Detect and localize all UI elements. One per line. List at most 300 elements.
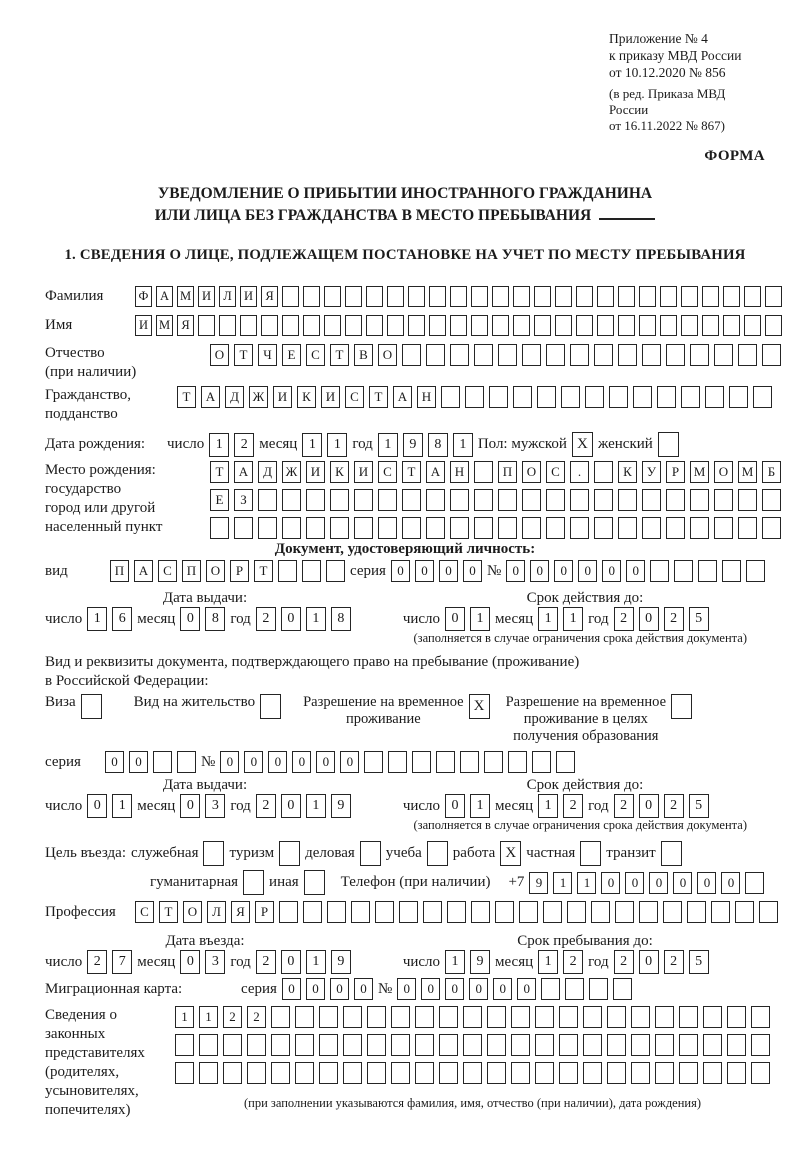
doc-issue-month-field-cell[interactable]: 0 [180,607,200,631]
patronymic-field-cell[interactable] [570,344,589,366]
phone-field-cell[interactable]: 0 [697,872,716,894]
given-name-field-cell[interactable] [492,315,509,336]
birth-place-field-cell[interactable]: Б [762,461,781,483]
legal-representatives-field-cell[interactable] [631,1034,650,1056]
birth-place-field-cell[interactable]: С [378,461,397,483]
permit-issue-day-field-cell[interactable]: 0 [87,794,107,818]
profession-field-cell[interactable] [759,901,778,923]
purpose-tourism-checkbox[interactable] [279,841,300,866]
birth-place-field-cell[interactable]: С [546,461,565,483]
phone-field-cell[interactable] [745,872,764,894]
birth-place-field-cell[interactable] [330,489,349,511]
doc-expiry-year-field-cell[interactable]: 2 [664,607,684,631]
birth-place-field-cell[interactable]: И [306,461,325,483]
profession-field-cell[interactable]: Р [255,901,274,923]
birth-place-field-cell[interactable] [426,489,445,511]
profession-field-cell[interactable] [279,901,298,923]
given-name-field-cell[interactable] [576,315,593,336]
birth-place-field-cell[interactable] [666,517,685,539]
citizenship-field-cell[interactable] [465,386,484,408]
surname-field-cell[interactable]: Л [219,286,236,307]
legal-representatives-field-cell[interactable] [559,1062,578,1084]
doc-issue-year-field-cell[interactable]: 8 [331,607,351,631]
doc-number-field-cell[interactable] [674,560,693,582]
surname-field-cell[interactable] [492,286,509,307]
given-name-field-cell[interactable] [345,315,362,336]
patronymic-field-cell[interactable] [690,344,709,366]
birth-place-field-cell[interactable] [378,489,397,511]
birth-place-field-cell[interactable] [450,517,469,539]
surname-field-cell[interactable] [324,286,341,307]
permit-number-field-cell[interactable]: 0 [268,751,287,773]
given-name-field-cell[interactable] [744,315,761,336]
legal-representatives-field-cell[interactable] [751,1034,770,1056]
birth-place-field-cell[interactable] [642,489,661,511]
phone-field-cell[interactable]: 9 [529,872,548,894]
profession-field-cell[interactable] [687,901,706,923]
doc-series-field-cell[interactable]: 0 [415,560,434,582]
legal-representatives-field-cell[interactable] [199,1062,218,1084]
patronymic-field-cell[interactable] [762,344,781,366]
birth-place-field-cell[interactable] [618,517,637,539]
legal-representatives-field-cell[interactable] [295,1034,314,1056]
citizenship-field-cell[interactable]: Т [369,386,388,408]
permit-series-field-cell[interactable] [177,751,196,773]
given-name-field-cell[interactable] [387,315,404,336]
entry-month-field-cell[interactable]: 0 [180,950,200,974]
legal-representatives-field-cell[interactable] [271,1062,290,1084]
legal-representatives-field-cell[interactable] [295,1006,314,1028]
citizenship-field-cell[interactable] [657,386,676,408]
birth-place-field-cell[interactable] [234,517,253,539]
doc-expiry-month-field-cell[interactable]: 1 [563,607,583,631]
surname-field-cell[interactable] [513,286,530,307]
surname-field-cell[interactable]: Я [261,286,278,307]
legal-representatives-field-cell[interactable] [463,1006,482,1028]
legal-representatives-field-cell[interactable] [223,1034,242,1056]
surname-field-cell[interactable] [303,286,320,307]
birth-place-field-cell[interactable] [402,489,421,511]
doc-issue-day-field-cell[interactable]: 1 [87,607,107,631]
profession-field-cell[interactable] [639,901,658,923]
birth-place-field-cell[interactable]: А [426,461,445,483]
profession-field-cell[interactable] [399,901,418,923]
permit-series-field-cell[interactable]: 0 [105,751,124,773]
patronymic-field-cell[interactable] [666,344,685,366]
legal-representatives-field-cell[interactable] [607,1062,626,1084]
purpose-work-checkbox[interactable]: X [500,841,521,866]
legal-representatives-field-cell[interactable] [655,1034,674,1056]
patronymic-field-cell[interactable]: В [354,344,373,366]
legal-representatives-field-cell[interactable] [655,1006,674,1028]
doc-type-field-cell[interactable]: С [158,560,177,582]
surname-field-cell[interactable]: И [240,286,257,307]
surname-field-cell[interactable] [534,286,551,307]
birth-place-field-cell[interactable] [498,489,517,511]
doc-series-field-cell[interactable]: 0 [391,560,410,582]
permit-issue-day-field-cell[interactable]: 1 [112,794,132,818]
birth-place-field-cell[interactable] [618,489,637,511]
birth-place-field-cell[interactable]: М [738,461,757,483]
patronymic-field-cell[interactable] [714,344,733,366]
phone-field-cell[interactable]: 1 [553,872,572,894]
surname-field-cell[interactable] [450,286,467,307]
purpose-transit-checkbox[interactable] [661,841,682,866]
birth-place-field-cell[interactable]: Е [210,489,229,511]
given-name-field-cell[interactable] [303,315,320,336]
legal-representatives-field-cell[interactable]: 2 [223,1006,242,1028]
legal-representatives-field-cell[interactable] [319,1062,338,1084]
doc-issue-year-field-cell[interactable]: 0 [281,607,301,631]
profession-field-cell[interactable] [735,901,754,923]
purpose-other-checkbox[interactable] [304,870,325,895]
legal-representatives-field-cell[interactable] [439,1062,458,1084]
legal-representatives-field-cell[interactable] [607,1034,626,1056]
permit-series-field-cell[interactable]: 0 [129,751,148,773]
profession-field-cell[interactable] [663,901,682,923]
legal-representatives-field-cell[interactable] [703,1034,722,1056]
legal-representatives-field-cell[interactable] [487,1006,506,1028]
patronymic-field-cell[interactable]: С [306,344,325,366]
profession-field-cell[interactable] [471,901,490,923]
birth-place-field-cell[interactable] [762,489,781,511]
legal-representatives-field-cell[interactable] [559,1006,578,1028]
profession-field-cell[interactable] [351,901,370,923]
doc-type-field-cell[interactable]: Т [254,560,273,582]
legal-representatives-field-cell[interactable] [703,1062,722,1084]
citizenship-field-cell[interactable] [681,386,700,408]
given-name-field-cell[interactable] [429,315,446,336]
permit-expiry-year-field-cell[interactable]: 2 [664,794,684,818]
legal-representatives-field-cell[interactable]: 1 [175,1006,194,1028]
doc-number-field-cell[interactable]: 0 [554,560,573,582]
legal-representatives-field-cell[interactable] [535,1062,554,1084]
given-name-field-cell[interactable] [639,315,656,336]
stay-year-field-cell[interactable]: 2 [664,950,684,974]
permit-number-field-cell[interactable]: 0 [220,751,239,773]
given-name-field-cell[interactable] [219,315,236,336]
doc-type-field-cell[interactable]: А [134,560,153,582]
doc-series-field-cell[interactable]: 0 [463,560,482,582]
patronymic-field-cell[interactable] [498,344,517,366]
phone-field-cell[interactable]: 0 [601,872,620,894]
legal-representatives-field-cell[interactable] [415,1006,434,1028]
surname-field-cell[interactable] [660,286,677,307]
birth-place-field-cell[interactable]: И [354,461,373,483]
profession-field-cell[interactable] [375,901,394,923]
stay-year-field-cell[interactable]: 0 [639,950,659,974]
surname-field-cell[interactable] [282,286,299,307]
temp-residence-checkbox[interactable]: X [469,694,490,719]
entry-year-field-cell[interactable]: 0 [281,950,301,974]
legal-representatives-field-cell[interactable] [415,1034,434,1056]
surname-field-cell[interactable] [366,286,383,307]
birth-month-field-cell[interactable]: 1 [327,433,347,457]
surname-field-cell[interactable] [702,286,719,307]
legal-representatives-field-cell[interactable] [511,1006,530,1028]
patronymic-field-cell[interactable] [546,344,565,366]
birth-place-field-cell[interactable] [594,489,613,511]
surname-field-cell[interactable] [681,286,698,307]
citizenship-field-cell[interactable] [561,386,580,408]
surname-field-cell[interactable] [639,286,656,307]
patronymic-field-cell[interactable] [642,344,661,366]
surname-field-cell[interactable] [345,286,362,307]
birth-place-field-cell[interactable] [282,517,301,539]
given-name-field-cell[interactable] [702,315,719,336]
permit-number-field-cell[interactable] [484,751,503,773]
doc-number-field-cell[interactable]: 0 [506,560,525,582]
stay-day-field-cell[interactable]: 9 [470,950,490,974]
purpose-private-checkbox[interactable] [580,841,601,866]
patronymic-field-cell[interactable]: О [378,344,397,366]
doc-number-field-cell[interactable]: 0 [626,560,645,582]
phone-field-cell[interactable]: 1 [577,872,596,894]
surname-field-cell[interactable]: И [198,286,215,307]
doc-number-field-cell[interactable] [722,560,741,582]
surname-field-cell[interactable] [408,286,425,307]
surname-field-cell[interactable] [618,286,635,307]
birth-place-field-cell[interactable] [714,489,733,511]
permit-number-field-cell[interactable] [556,751,575,773]
given-name-field-cell[interactable] [765,315,782,336]
legal-representatives-field-cell[interactable] [679,1006,698,1028]
birth-place-field-cell[interactable] [474,461,493,483]
citizenship-field-cell[interactable] [609,386,628,408]
patronymic-field-cell[interactable] [618,344,637,366]
purpose-humanitarian-checkbox[interactable] [243,870,264,895]
surname-field-cell[interactable] [597,286,614,307]
birth-place-field-cell[interactable] [762,517,781,539]
legal-representatives-field-cell[interactable] [247,1062,266,1084]
birth-place-field-cell[interactable]: М [690,461,709,483]
permit-number-field-cell[interactable] [388,751,407,773]
permit-expiry-year-field-cell[interactable]: 2 [614,794,634,818]
surname-field-cell[interactable] [744,286,761,307]
birth-place-field-cell[interactable] [498,517,517,539]
permit-expiry-month-field-cell[interactable]: 1 [538,794,558,818]
profession-field-cell[interactable]: Л [207,901,226,923]
permit-expiry-year-field-cell[interactable]: 0 [639,794,659,818]
profession-field-cell[interactable] [495,901,514,923]
given-name-field-cell[interactable] [618,315,635,336]
patronymic-field-cell[interactable] [450,344,469,366]
permit-expiry-day-field-cell[interactable]: 0 [445,794,465,818]
legal-representatives-field-cell[interactable] [391,1034,410,1056]
doc-expiry-day-field-cell[interactable]: 1 [470,607,490,631]
permit-number-field-cell[interactable]: 0 [340,751,359,773]
given-name-field-cell[interactable] [261,315,278,336]
citizenship-field-cell[interactable] [705,386,724,408]
birth-place-field-cell[interactable] [354,517,373,539]
doc-number-field-cell[interactable]: 0 [578,560,597,582]
legal-representatives-field-cell[interactable] [607,1006,626,1028]
entry-day-field-cell[interactable]: 2 [87,950,107,974]
legal-representatives-field-cell[interactable] [367,1006,386,1028]
permit-issue-year-field-cell[interactable]: 9 [331,794,351,818]
birth-place-field-cell[interactable]: Т [402,461,421,483]
entry-day-field-cell[interactable]: 7 [112,950,132,974]
patronymic-field-cell[interactable] [522,344,541,366]
citizenship-field-cell[interactable] [513,386,532,408]
permit-expiry-day-field-cell[interactable]: 1 [470,794,490,818]
profession-field-cell[interactable] [591,901,610,923]
stay-year-field-cell[interactable]: 2 [614,950,634,974]
doc-expiry-year-field-cell[interactable]: 0 [639,607,659,631]
surname-field-cell[interactable] [387,286,404,307]
patronymic-field-cell[interactable] [402,344,421,366]
birth-place-field-cell[interactable] [282,489,301,511]
birth-place-field-cell[interactable] [570,489,589,511]
birth-place-field-cell[interactable]: З [234,489,253,511]
birth-place-field-cell[interactable] [402,517,421,539]
profession-field-cell[interactable] [423,901,442,923]
citizenship-field-cell[interactable]: А [393,386,412,408]
citizenship-field-cell[interactable]: С [345,386,364,408]
visa-checkbox[interactable] [81,694,102,719]
birth-year-field-cell[interactable]: 8 [428,433,448,457]
doc-type-field-cell[interactable]: П [182,560,201,582]
legal-representatives-field-cell[interactable] [247,1034,266,1056]
migcard-number-field-cell[interactable]: 0 [397,978,416,1000]
citizenship-field-cell[interactable]: А [201,386,220,408]
given-name-field-cell[interactable] [597,315,614,336]
permit-number-field-cell[interactable] [532,751,551,773]
profession-field-cell[interactable]: С [135,901,154,923]
legal-representatives-field-cell[interactable] [295,1062,314,1084]
birth-place-field-cell[interactable]: . [570,461,589,483]
legal-representatives-field-cell[interactable]: 1 [199,1006,218,1028]
legal-representatives-field-cell[interactable] [535,1034,554,1056]
birth-place-field-cell[interactable] [210,517,229,539]
legal-representatives-field-cell[interactable] [439,1006,458,1028]
birth-place-field-cell[interactable]: О [522,461,541,483]
citizenship-field-cell[interactable] [489,386,508,408]
legal-representatives-field-cell[interactable] [727,1006,746,1028]
legal-representatives-field-cell[interactable] [751,1006,770,1028]
birth-place-field-cell[interactable] [378,517,397,539]
birth-place-field-cell[interactable] [594,517,613,539]
citizenship-field-cell[interactable] [753,386,772,408]
permit-number-field-cell[interactable]: 0 [244,751,263,773]
surname-field-cell[interactable] [723,286,740,307]
given-name-field-cell[interactable] [324,315,341,336]
given-name-field-cell[interactable] [198,315,215,336]
purpose-official-checkbox[interactable] [203,841,224,866]
patronymic-field-cell[interactable] [738,344,757,366]
migcard-number-field-cell[interactable]: 0 [445,978,464,1000]
permit-expiry-month-field-cell[interactable]: 2 [563,794,583,818]
birth-place-field-cell[interactable] [330,517,349,539]
legal-representatives-field-cell[interactable] [175,1062,194,1084]
given-name-field-cell[interactable] [240,315,257,336]
doc-expiry-year-field-cell[interactable]: 2 [614,607,634,631]
surname-field-cell[interactable]: М [177,286,194,307]
stay-month-field-cell[interactable]: 2 [563,950,583,974]
surname-field-cell[interactable] [576,286,593,307]
permit-number-field-cell[interactable] [364,751,383,773]
surname-field-cell[interactable]: Ф [135,286,152,307]
birth-place-field-cell[interactable] [690,489,709,511]
temp-residence-education-checkbox[interactable] [671,694,692,719]
given-name-field-cell[interactable] [513,315,530,336]
permit-issue-year-field-cell[interactable]: 0 [281,794,301,818]
legal-representatives-field-cell[interactable] [631,1062,650,1084]
doc-number-field-cell[interactable]: 0 [530,560,549,582]
doc-expiry-year-field-cell[interactable]: 5 [689,607,709,631]
legal-representatives-field-cell[interactable] [727,1034,746,1056]
birth-place-field-cell[interactable] [546,489,565,511]
birth-place-field-cell[interactable] [426,517,445,539]
birth-place-field-cell[interactable]: Т [210,461,229,483]
permit-number-field-cell[interactable] [412,751,431,773]
citizenship-field-cell[interactable] [441,386,460,408]
legal-representatives-field-cell[interactable] [223,1062,242,1084]
doc-series-field-cell[interactable]: 0 [439,560,458,582]
phone-field-cell[interactable]: 0 [649,872,668,894]
legal-representatives-field-cell[interactable] [343,1062,362,1084]
citizenship-field-cell[interactable]: Н [417,386,436,408]
doc-type-field-cell[interactable]: П [110,560,129,582]
birth-place-field-cell[interactable] [546,517,565,539]
phone-field-cell[interactable]: 0 [625,872,644,894]
given-name-field-cell[interactable] [282,315,299,336]
birth-day-field-cell[interactable]: 1 [209,433,229,457]
birth-place-field-cell[interactable]: Н [450,461,469,483]
given-name-field-cell[interactable] [366,315,383,336]
legal-representatives-field-cell[interactable] [655,1062,674,1084]
profession-field-cell[interactable]: О [183,901,202,923]
surname-field-cell[interactable] [471,286,488,307]
phone-field-cell[interactable]: 0 [673,872,692,894]
patronymic-field-cell[interactable] [426,344,445,366]
birth-place-field-cell[interactable] [258,517,277,539]
legal-representatives-field-cell[interactable]: 2 [247,1006,266,1028]
birth-day-field-cell[interactable]: 2 [234,433,254,457]
permit-series-field-cell[interactable] [153,751,172,773]
profession-field-cell[interactable] [303,901,322,923]
legal-representatives-field-cell[interactable] [583,1006,602,1028]
legal-representatives-field-cell[interactable] [415,1062,434,1084]
citizenship-field-cell[interactable] [633,386,652,408]
legal-representatives-field-cell[interactable] [319,1034,338,1056]
stay-day-field-cell[interactable]: 1 [445,950,465,974]
birth-place-field-cell[interactable]: А [234,461,253,483]
legal-representatives-field-cell[interactable] [439,1034,458,1056]
legal-representatives-field-cell[interactable] [367,1062,386,1084]
birth-place-field-cell[interactable]: Ж [282,461,301,483]
citizenship-field-cell[interactable]: К [297,386,316,408]
birth-place-field-cell[interactable] [738,517,757,539]
legal-representatives-field-cell[interactable] [631,1006,650,1028]
patronymic-field-cell[interactable]: Ч [258,344,277,366]
migcard-number-field-cell[interactable]: 0 [517,978,536,1000]
birth-place-field-cell[interactable] [642,517,661,539]
patronymic-field-cell[interactable] [594,344,613,366]
purpose-business-checkbox[interactable] [360,841,381,866]
legal-representatives-field-cell[interactable] [751,1062,770,1084]
profession-field-cell[interactable] [447,901,466,923]
given-name-field-cell[interactable] [555,315,572,336]
birth-year-field-cell[interactable]: 1 [453,433,473,457]
citizenship-field-cell[interactable]: Д [225,386,244,408]
given-name-field-cell[interactable]: М [156,315,173,336]
birth-place-field-cell[interactable]: Д [258,461,277,483]
profession-field-cell[interactable] [543,901,562,923]
birth-place-field-cell[interactable] [594,461,613,483]
legal-representatives-field-cell[interactable] [199,1034,218,1056]
birth-year-field-cell[interactable]: 1 [378,433,398,457]
